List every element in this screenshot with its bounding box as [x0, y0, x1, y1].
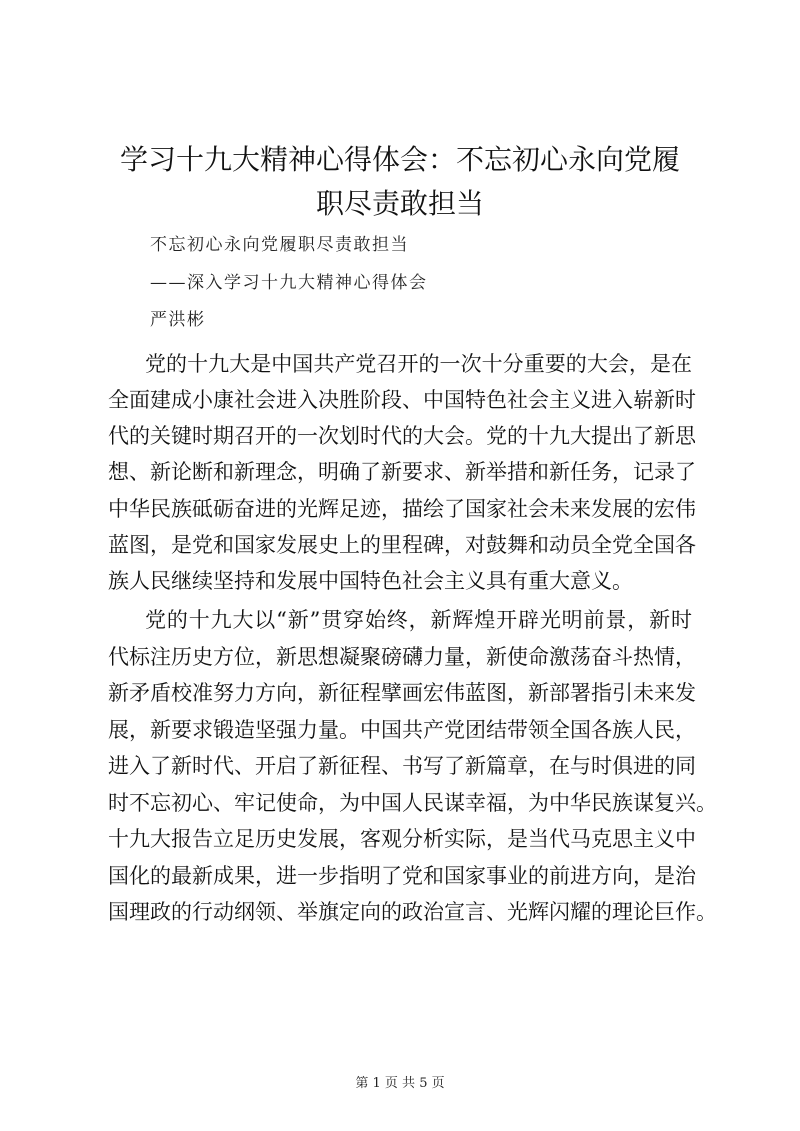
document-title-line-1: 学习十九大精神心得体会：不忘初心永向党履	[119, 143, 680, 176]
paragraph-1-line: 全面建成小康社会进入决胜阶段、中国特色社会主义进入崭新时	[108, 388, 696, 412]
paragraph-1-line: 想、新论断和新理念，明确了新要求、新举措和新任务，记录了	[108, 460, 696, 484]
paragraph-2-line: 国理政的行动纲领、举旗定向的政治宣言、光辉闪耀的理论巨作。	[108, 900, 717, 924]
paragraph-1-line: 党的十九大是中国共产党召开的一次十分重要的大会，是在	[145, 352, 692, 376]
subheading: ——深入学习十九大精神心得体会	[150, 273, 428, 293]
paragraph-1-line: 蓝图，是党和国家发展史上的里程碑，对鼓舞和动员全党全国各	[108, 533, 696, 557]
page-number-footer: 第 1 页 共 5 页	[355, 1076, 445, 1091]
paragraph-1-line: 族人民继续坚持和发展中国特色社会主义具有重大意义。	[108, 569, 633, 593]
paragraph-2-line: 党的十九大以“新”贯穿始终，新辉煌开辟光明前景，新时	[145, 608, 692, 632]
subtitle: 不忘初心永向党履职尽责敢担当	[150, 235, 409, 255]
document-title-line-2: 职尽责敢担当	[315, 187, 484, 220]
paragraph-2-line: 进入了新时代、开启了新征程、书写了新篇章，在与时俱进的同	[108, 754, 696, 778]
paragraph-2-line: 展，新要求锻造坚强力量。中国共产党团结带领全国各族人民，	[108, 718, 696, 742]
paragraph-1-line: 代的关键时期召开的一次划时代的大会。党的十九大提出了新思	[108, 424, 696, 448]
paragraph-2-line: 新矛盾校准努力方向，新征程擘画宏伟蓝图，新部署指引未来发	[108, 681, 696, 705]
paragraph-2-line: 时不忘初心、牢记使命，为中国人民谋幸福，为中华民族谋复兴。	[108, 791, 717, 815]
paragraph-1-line: 中华民族砥砺奋进的光辉足迹，描绘了国家社会未来发展的宏伟	[108, 497, 696, 521]
paragraph-2-line: 国化的最新成果，进一步指明了党和国家事业的前进方向，是治	[108, 864, 696, 888]
paragraph-2-line: 十九大报告立足历史发展，客观分析实际，是当代马克思主义中	[108, 827, 696, 851]
paragraph-2-line: 代标注历史方位，新思想凝聚磅礴力量，新使命激荡奋斗热情，	[108, 645, 696, 669]
author: 严洪彬	[150, 310, 206, 330]
